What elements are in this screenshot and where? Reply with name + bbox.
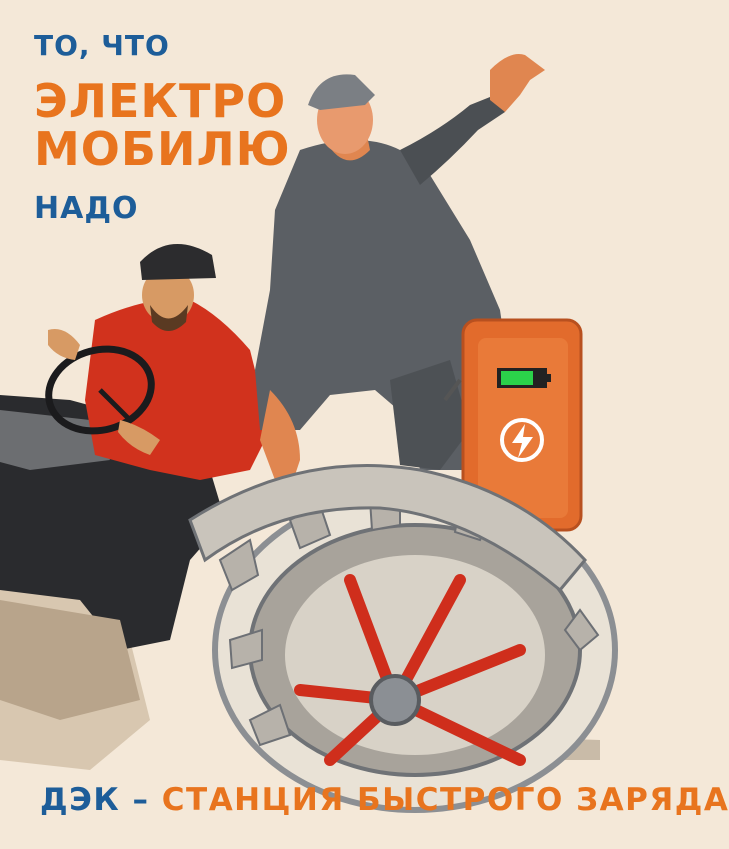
headline-line-4: НАДО xyxy=(34,191,139,226)
headline-line-1: ТО, ЧТО xyxy=(34,29,170,62)
headline xyxy=(34,29,291,226)
footer-dash: – xyxy=(132,782,150,818)
worker-raised-arm xyxy=(400,95,505,185)
driver-cap xyxy=(140,244,216,280)
headline-line-2: ЭЛЕКТРО xyxy=(34,74,287,128)
battery-icon xyxy=(497,368,551,388)
headline-line-3: МОБИЛЮ xyxy=(34,122,291,176)
driver-hand-left xyxy=(48,329,80,360)
worker-raised-hand xyxy=(490,54,545,112)
footer-slogan xyxy=(40,782,729,818)
footer-tagline: СТАНЦИЯ БЫСТРОГО ЗАРЯДА xyxy=(161,782,729,818)
footer-brand: ДЭК xyxy=(40,782,121,818)
worker-cap xyxy=(308,74,375,110)
